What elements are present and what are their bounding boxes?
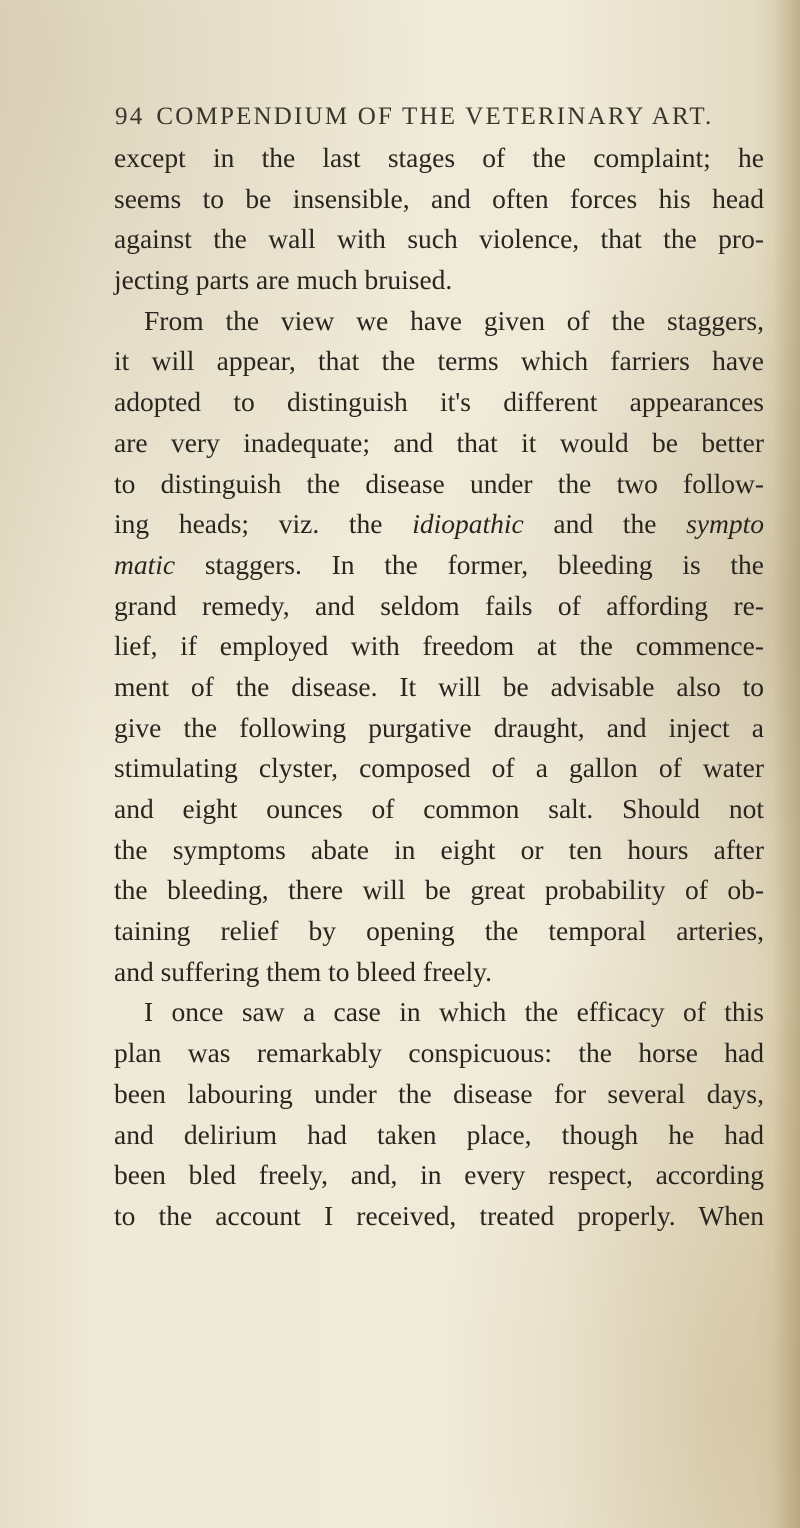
text-line: been labouring under the disease for several days,: [114, 1077, 764, 1109]
body-text: [114, 138, 764, 1237]
italic-term: idiopathic: [412, 508, 524, 540]
text-segment: staggers. In the former, bleeding is the: [204, 548, 765, 580]
page-edge-shadow: [772, 0, 800, 1528]
text-line: the bleeding, there will be great probability of ob-: [114, 874, 764, 906]
page-number: 94: [115, 103, 145, 130]
text-line: I once saw a case in which the efficacy of this: [144, 996, 764, 1028]
text-line: and suffering them to bleed freely.: [114, 955, 492, 987]
text-line: and eight ounces of common salt. Should not: [114, 793, 764, 824]
text-line: lief, if employed with freedom at the commence-: [114, 630, 764, 662]
text-line: been bled freely, and, in every respect, according: [114, 1159, 764, 1191]
italic-term: matic: [114, 548, 176, 580]
text-line: against the wall with such violence, that the pro-: [114, 223, 764, 255]
running-head: [115, 103, 775, 131]
text-line: grand remedy, and seldom fails of affording re-: [114, 589, 764, 621]
text-line: except in the last stages of the complaint; he: [114, 142, 764, 173]
text-line: From the view we have given of the staggers,: [144, 304, 764, 336]
text-line: to distinguish the disease under the two follow-: [114, 467, 764, 499]
text-line: to the account I received, treated properly. When: [114, 1199, 764, 1231]
text-line: the symptoms abate in eight or ten hours after: [114, 833, 764, 865]
text-segment: ing heads; viz. the: [114, 508, 383, 540]
running-title: COMPENDIUM OF THE VETERINARY ART.: [156, 103, 714, 130]
italic-term: sympto: [686, 508, 765, 540]
text-line: adopted to distinguish it's different appearances: [114, 386, 764, 418]
text-line: are very inadequate; and that it would be better: [114, 426, 764, 458]
text-line: taining relief by opening the temporal arteries,: [114, 915, 764, 947]
text-line: and delirium had taken place, though he had: [114, 1118, 764, 1150]
text-line: ment of the disease. It will be advisable also to: [114, 670, 764, 702]
text-line-mixed: [114, 504, 764, 545]
text-line: stimulating clyster, composed of a gallon of water: [114, 752, 764, 784]
text-line: give the following purgative draught, and inject a: [114, 711, 764, 743]
text-line: it will appear, that the terms which farriers have: [114, 345, 764, 377]
text-line: seems to be insensible, and often forces his head: [114, 182, 764, 214]
text-line: plan was remarkably conspicuous: the horse had: [114, 1037, 764, 1069]
text-line-mixed: [114, 545, 764, 586]
text-line: jecting parts are much bruised.: [114, 264, 453, 296]
text-segment: and the: [553, 508, 657, 540]
